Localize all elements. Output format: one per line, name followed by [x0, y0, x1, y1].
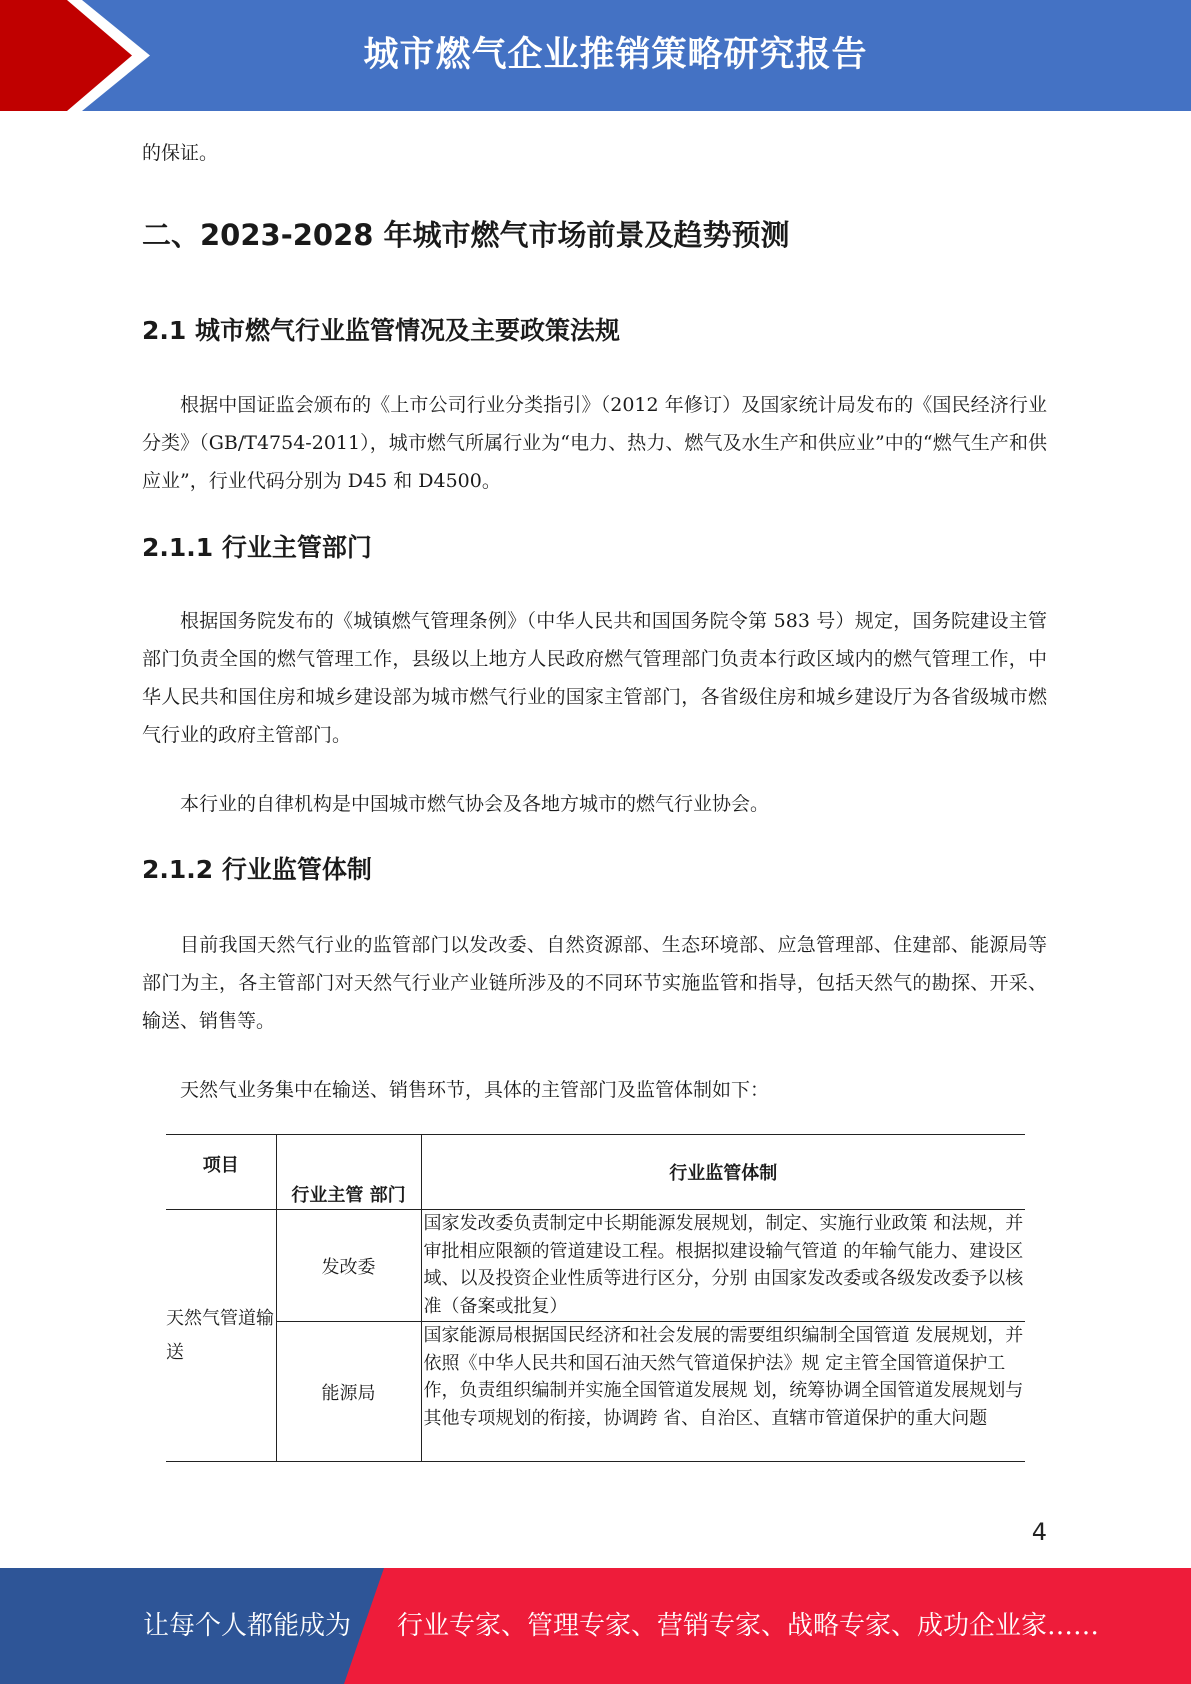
footer-slogan-right: 行业专家、管理专家、营销专家、战略专家、成功企业家…… [397, 1611, 1100, 1641]
subsection-heading-2-1-1: 2.1.1 行业主管部门 [142, 533, 372, 562]
table-cell-dept: 发改委 [276, 1210, 421, 1322]
table-cell-desc: 国家发改委负责制定中长期能源发展规划，制定、实施行业政策 和法规，并审批相应限额的管道建设工程。根据拟建设输气管道 的年输气能力、建设区域、以及投资企业性质等进行区分，分别 由国家发改委或各级发改委予以核准（备案或批复） [421, 1210, 1025, 1322]
paragraph-industry-classification: 根据中国证监会颁布的《上市公司行业分类指引》（2012 年修订）及国家统计局发布的《国民经济行业分类》（GB/T4754-2011），城市燃气所属行业为“电力、热力、燃气及水生产和供应业”中的“燃气生产和供应业”，行业代码分别为 D45 和 D4500。 [142, 394, 1047, 492]
table-header-row [166, 1135, 1025, 1210]
paragraph-regulators: 目前我国天然气行业的监管部门以发改委、自然资源部、生态环境部、应急管理部、住建部、能源局等部门为主，各主管部门对天然气行业产业链所涉及的不同环节实施监管和指导，包括天然气的勘探、开采、输送、销售等。 [142, 934, 1047, 1032]
table-cell-item: 天然气管道输送 [166, 1210, 276, 1462]
paragraph-table-intro: 天然气业务集中在输送、销售环节，具体的主管部门及监管体制如下： [180, 1079, 770, 1101]
table-header-system: 行业监管体制 [421, 1135, 1025, 1210]
page-header [0, 0, 1191, 111]
table-cell-dept: 能源局 [276, 1322, 421, 1462]
header-arrow-decoration [0, 0, 150, 111]
table-row [166, 1322, 1025, 1462]
paragraph-self-regulation: 本行业的自律机构是中国城市燃气协会及各地方城市的燃气行业协会。 [180, 793, 770, 815]
paragraph-authorities: 根据国务院发布的《城镇燃气管理条例》（中华人民共和国国务院令第 583 号）规定，国务院建设主管部门负责全国的燃气管理工作，县级以上地方人民政府燃气管理部门负责本行政区域内的燃气管理工作，中华人民共和国住房和城乡建设部为城市燃气行业的国家主管部门，各省级住房和城乡建设厅为各省级城市燃气行业的政府主管部门。 [142, 610, 1047, 746]
table-row [166, 1210, 1025, 1322]
regulation-table [166, 1134, 1025, 1462]
table-header-item: 项目 [166, 1135, 276, 1210]
subsection-heading-2-1: 2.1 城市燃气行业监管情况及主要政策法规 [142, 316, 620, 345]
subsection-heading-2-1-2: 2.1.2 行业监管体制 [142, 855, 372, 884]
page-footer [0, 1568, 1191, 1684]
footer-slogan-left: 让每个人都能成为 [143, 1611, 352, 1641]
page-number: 4 [1031, 1518, 1047, 1546]
continuation-text: 的保证。 [142, 142, 219, 164]
table-header-dept: 行业主管 部门 [276, 1135, 421, 1210]
report-title: 城市燃气企业推销策略研究报告 [363, 35, 868, 75]
table-cell-desc: 国家能源局根据国民经济和社会发展的需要组织编制全国管道 发展规划，并依照《中华人民共和国石油天然气管道保护法》规 定主管全国管道保护工作，负责组织编制并实施全国管道发展规 划，统筹协调全国管道发展规划与其他专项规划的衔接，协调跨 省、自治区、直辖市管道保护的重大问题 [421, 1322, 1025, 1462]
section-heading: 二、2023-2028 年城市燃气市场前景及趋势预测 [142, 218, 790, 252]
